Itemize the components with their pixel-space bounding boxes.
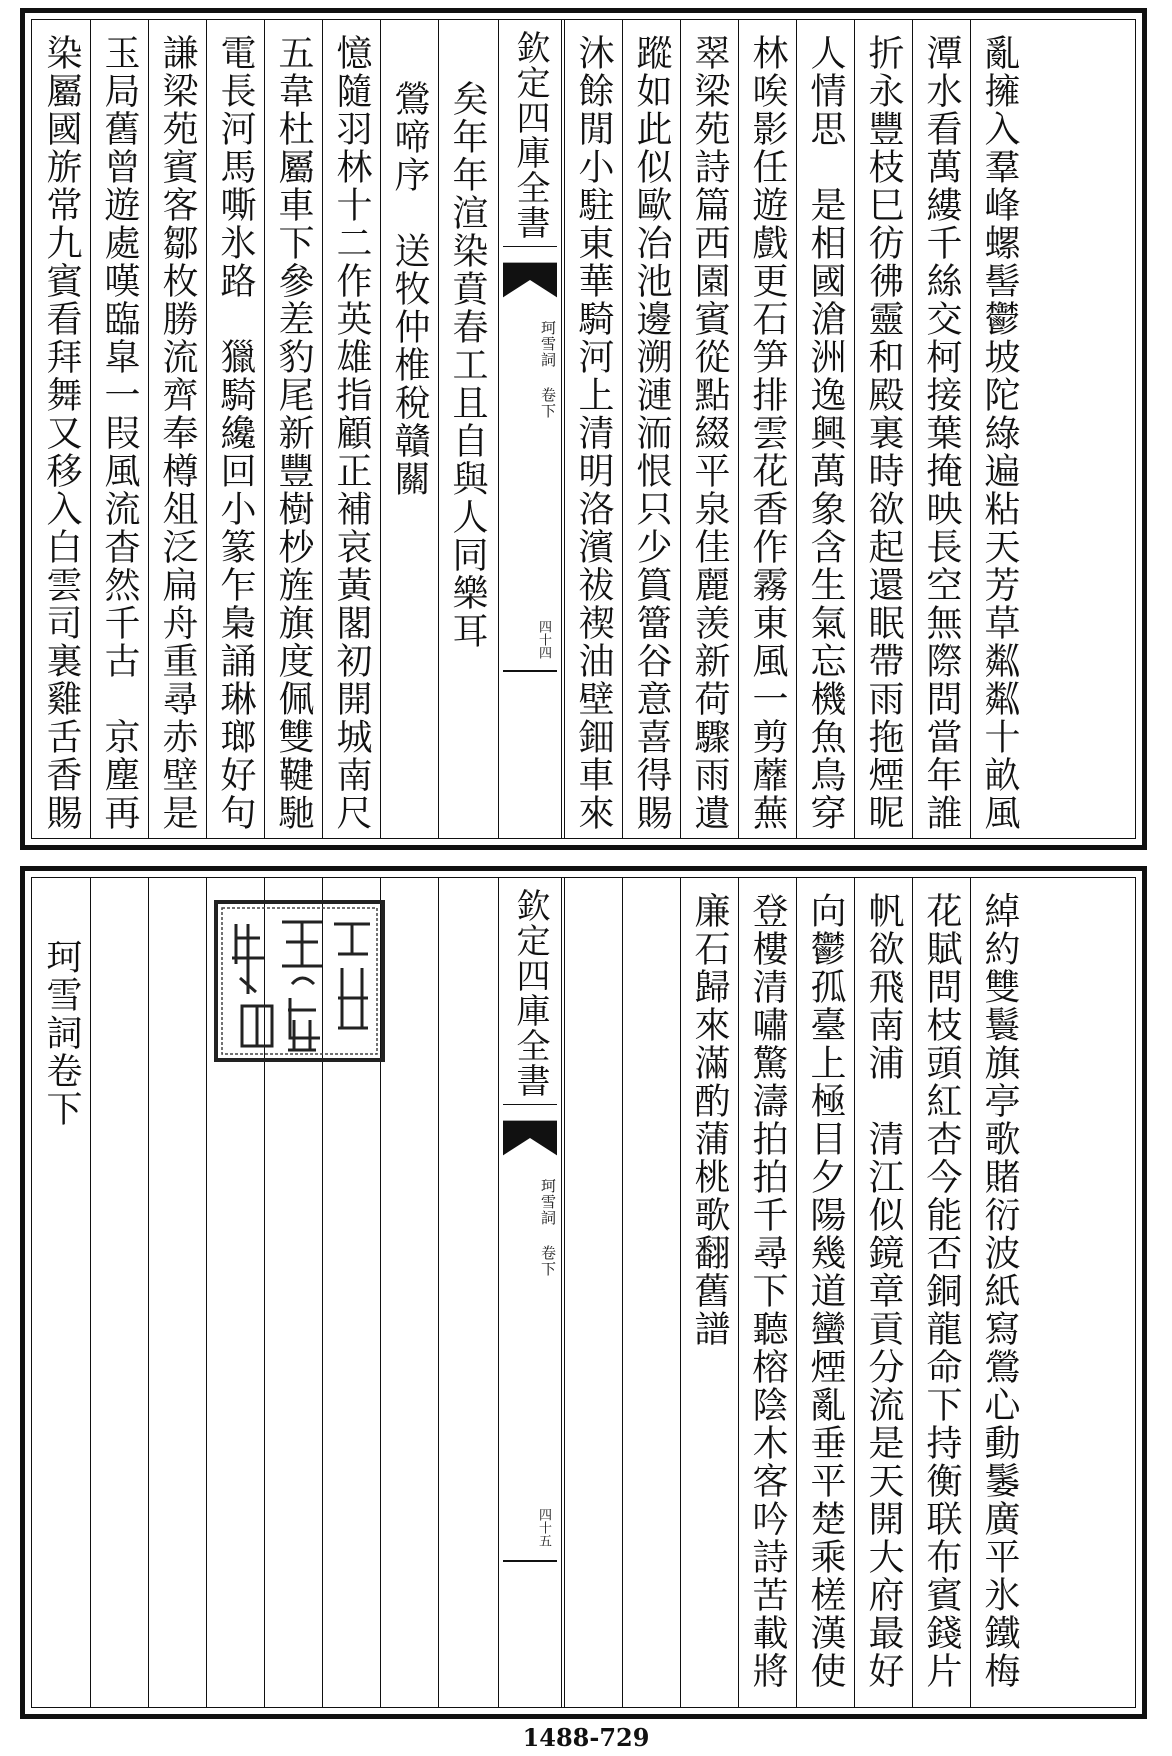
lower-left-col-1 bbox=[438, 878, 496, 1707]
upper-left-col-2 bbox=[380, 20, 438, 838]
lower-left-col-2 bbox=[380, 878, 438, 1707]
volume-end-title: 珂雪詞卷下 bbox=[41, 938, 82, 1128]
folio-number: 四十四 bbox=[536, 620, 551, 659]
lower-left-col-7 bbox=[90, 878, 148, 1707]
lower-right-col-7 bbox=[622, 878, 680, 1707]
fishtail-mark bbox=[503, 1120, 557, 1156]
column-text: 花賦問枝頭紅杏今能否銅龍命下持衡联布賓錢片 bbox=[921, 892, 962, 1690]
lower-right-col-4 bbox=[796, 878, 854, 1707]
upper-left-col-1 bbox=[438, 20, 496, 838]
column-text: 綽約雙鬟旗亭歌賭衍波紙寫鶯心動䰀廣平氷鐵梅 bbox=[979, 892, 1020, 1690]
column-text: 向鬱孤臺上極目夕陽幾道蠻煙亂垂平楚乘槎漢使 bbox=[805, 892, 846, 1690]
imperial-seal bbox=[212, 898, 387, 1064]
upper-left-col-4 bbox=[264, 20, 322, 838]
lower-left-col-6 bbox=[148, 878, 206, 1707]
folio-number: 四十五 bbox=[536, 1508, 551, 1547]
upper-left-col-8 bbox=[32, 20, 90, 838]
upper-left-col-6 bbox=[148, 20, 206, 838]
upper-page-frame bbox=[31, 19, 1136, 839]
column-text: 折永豐枝巳彷彿靈和殿裏時欲起還眠帶雨拖煙昵 bbox=[863, 34, 904, 832]
seal-graphic bbox=[212, 898, 387, 1064]
column-text: 翠梁苑詩篇西園賓從點綴平泉佳麗羡新荷驟雨遺 bbox=[689, 34, 730, 832]
lower-page bbox=[20, 866, 1147, 1719]
column-text: 人情思 是相國滄洲逸興萬象含生氣忘機魚鳥穿 bbox=[805, 34, 846, 832]
lower-right-col-3 bbox=[854, 878, 912, 1707]
upper-left-col-5 bbox=[206, 20, 264, 838]
lower-right-col-6 bbox=[680, 878, 738, 1707]
poem-title: 鶯啼序 送牧仲椎稅贛關 bbox=[389, 80, 430, 498]
column-text: 登樓清嘯驚濤拍拍千尋下聽榕陰木客吟詩苦載將 bbox=[747, 892, 788, 1690]
upper-left-col-3 bbox=[322, 20, 380, 838]
column-text: 電長河馬嘶氷路 獵騎纔回小篆乍梟誦琳瑯好句 bbox=[215, 34, 256, 832]
upper-right-col-8 bbox=[564, 20, 622, 838]
folio-rule bbox=[503, 1560, 557, 1562]
chapter-label: 珂雪詞 卷下 bbox=[539, 1178, 557, 1277]
upper-page bbox=[20, 8, 1147, 850]
column-text: 亂擁入羣峰螺髻鬱坡陀綠遍粘天芳草粼粼十畝風 bbox=[979, 34, 1020, 832]
column-text: 帆欲飛南浦 清江似鏡章貢分流是天開大府最好 bbox=[863, 892, 904, 1690]
fishtail-mark bbox=[503, 262, 557, 298]
chapter-label: 珂雪詞 卷下 bbox=[539, 320, 557, 419]
column-text: 蹤如此似歐冶池邊溯漣洏恨只少篔簹谷意喜得賜 bbox=[631, 34, 672, 832]
column-text: 潭水看萬縷千絲交柯接葉掩映長空無際問當年誰 bbox=[921, 34, 962, 832]
column-text: 染屬國旂常九賓看拜舞又移入白雲司裏雞舌香賜 bbox=[41, 34, 82, 832]
column-text: 謙梁苑賓客鄒枚勝流齊奉樽俎泛扁舟重尋赤壁是 bbox=[157, 34, 198, 832]
column-text: 矣年年渲染賁春工且自與人同樂耳 bbox=[447, 80, 488, 650]
upper-left-col-7 bbox=[90, 20, 148, 838]
lower-right-col-2 bbox=[912, 878, 970, 1707]
column-text: 廉石歸來滿酌蒲桃歌翻舊譜 bbox=[689, 892, 730, 1348]
lower-right-col-5 bbox=[738, 878, 796, 1707]
lower-page-frame bbox=[31, 877, 1136, 1708]
upper-right-col-3 bbox=[854, 20, 912, 838]
lower-right-col-8 bbox=[564, 878, 622, 1707]
column-text: 五韋杜屬車下參差豹尾新豐樹杪旌旗度佩雙鞬馳 bbox=[273, 34, 314, 832]
page-number: 1488-729 bbox=[522, 1723, 650, 1752]
column-text: 林唉影任遊戲更石笋排雲花香作霧東風一剪蘼蕪 bbox=[747, 34, 788, 832]
lower-right-col-1 bbox=[970, 878, 1028, 1707]
column-text: 沐餘閒小駐東華騎河上清明洛濱祓禊油壁鈿車來 bbox=[573, 34, 614, 832]
upper-right-col-2 bbox=[912, 20, 970, 838]
upper-right-col-7 bbox=[622, 20, 680, 838]
folio-rule bbox=[503, 670, 557, 672]
column-text: 憶隨羽林十二作英雄指顧正補哀黃閣初開城南尺 bbox=[331, 34, 372, 832]
lower-center-fold bbox=[498, 878, 562, 1707]
book-title: 欽定四庫全書 bbox=[503, 30, 557, 247]
upper-right-col-1 bbox=[970, 20, 1028, 838]
column-text: 玉局舊曾遊處嘆臨皐一叚風流杳然千古 京塵再 bbox=[99, 34, 140, 832]
upper-center-fold bbox=[498, 20, 562, 838]
lower-left-col-8 bbox=[32, 878, 90, 1707]
upper-right-col-4 bbox=[796, 20, 854, 838]
upper-right-col-6 bbox=[680, 20, 738, 838]
book-title: 欽定四庫全書 bbox=[503, 888, 557, 1105]
upper-right-col-5 bbox=[738, 20, 796, 838]
